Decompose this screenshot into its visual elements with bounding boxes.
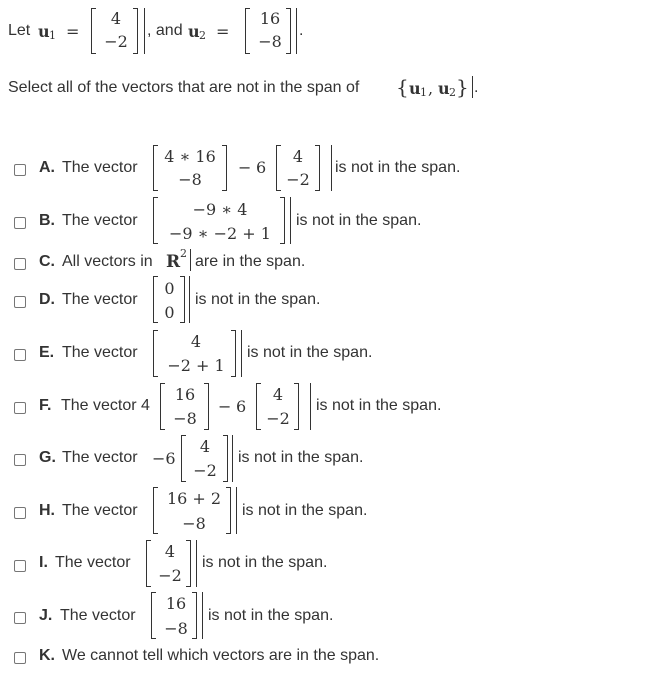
vector-bottom-entry: −2 + 1 [167,356,225,375]
vector-top-entry: 4 [190,332,202,351]
u2-symbol: u [188,22,200,41]
set-comma: , [428,79,434,98]
right-bracket [133,8,138,54]
right-bracket [186,540,191,587]
right-bracket [192,592,197,639]
right-bracket [315,145,320,191]
checkbox-option-c[interactable] [14,258,26,270]
let-label: Let [8,22,31,39]
option-letter: J. [39,607,53,624]
right-bracket [280,197,285,244]
vector-bottom-entry: −9 ∗ −2 + 1 [169,224,271,243]
period: . [474,79,479,96]
option-suffix: is not in the span. [296,212,422,229]
text-cursor [202,592,203,639]
text-cursor [236,487,237,534]
checkbox-option-h[interactable] [14,507,26,519]
vector-top-entry: 4 [272,385,284,404]
option-text: We cannot tell which vectors are in the span. [62,647,380,664]
vector-bottom-entry: −2 [104,32,128,51]
vector-top-entry: 4 [199,437,211,456]
u2-subscript: 2 [199,29,206,42]
scalar-coefficient: 6 [256,158,267,177]
text-cursor [144,8,145,54]
superscript: 2 [180,247,187,260]
vector-bottom-entry: −8 [258,32,282,51]
text-cursor [196,540,197,587]
checkbox-option-e[interactable] [14,349,26,361]
vector-bottom-entry: −2 [266,409,290,428]
vector-bottom-entry: −2 [286,170,310,189]
option-text: The vector 4 [61,397,150,414]
right-bracket [294,383,299,430]
scalar-coefficient: 6 [236,397,247,416]
option-text: The vector [60,607,136,624]
option-letter: K. [39,647,55,664]
equals-sign: = [216,22,230,41]
vector-bottom-entry: −8 [182,514,206,533]
text-cursor [232,435,233,482]
option-suffix: are in the span. [195,253,306,270]
right-bracket [286,8,291,54]
right-bracket [226,487,231,534]
checkbox-option-d[interactable] [14,296,26,308]
equals-sign: = [66,22,80,41]
option-suffix: is not in the span. [208,607,334,624]
vector-top-entry: 0 [164,279,175,298]
set-u1: u [409,79,421,98]
checkbox-option-j[interactable] [14,612,26,624]
right-bracket [222,145,227,191]
set-sub1: 1 [420,86,427,99]
text-cursor [331,145,332,191]
option-letter: E. [39,344,55,361]
set-close-brace: } [456,75,469,99]
vector-bottom-entry: 0 [164,303,175,322]
text-cursor [310,383,311,430]
u1-subscript: 1 [49,29,56,42]
and-label: , and [147,22,183,39]
checkbox-option-b[interactable] [14,217,26,229]
option-letter: G. [39,449,56,466]
vector-bottom-entry: −8 [178,170,202,189]
real-numbers-symbol: R [166,252,181,272]
right-bracket [223,435,228,482]
right-bracket [231,330,236,377]
checkbox-option-g[interactable] [14,454,26,466]
option-text: The vector [62,502,138,519]
checkbox-option-a[interactable] [14,164,26,176]
option-text: All vectors in [62,253,153,270]
text-cursor [472,76,473,98]
vector-top-entry: 4 ∗ 16 [164,147,216,166]
vector-top-entry: 4 [292,147,304,166]
right-bracket [180,276,185,323]
option-suffix: is not in the span. [247,344,373,361]
text-cursor [296,8,297,54]
vector-top-entry: 16 [165,594,187,613]
vector-bottom-entry: −8 [164,619,188,638]
option-suffix: is not in the span. [335,159,461,176]
set-u2: u [438,79,450,98]
option-letter: D. [39,291,55,308]
option-text: The vector [62,449,138,466]
vector-top-entry: 16 [259,9,281,28]
option-text: The vector [62,212,138,229]
option-letter: H. [39,502,55,519]
vector-top-entry: 4 [110,9,122,28]
checkbox-option-f[interactable] [14,402,26,414]
option-suffix: is not in the span. [316,397,442,414]
text-cursor [189,276,190,323]
checkbox-option-i[interactable] [14,560,26,572]
option-suffix: is not in the span. [238,449,364,466]
option-letter: B. [39,212,55,229]
text-cursor [190,249,191,271]
vector-top-entry: 4 [164,542,176,561]
option-suffix: is not in the span. [195,291,321,308]
option-text: The vector [62,344,138,361]
vector-top-entry: −9 ∗ 4 [192,200,248,219]
option-letter: I. [39,554,48,571]
vector-bottom-entry: −8 [173,409,197,428]
left-bracket [91,8,96,54]
vector-top-entry: 16 [174,385,196,404]
option-suffix: is not in the span. [242,502,368,519]
checkbox-option-k[interactable] [14,652,26,664]
minus-sign: − [238,158,252,177]
right-bracket [204,383,209,430]
vector-bottom-entry: −2 [193,461,217,480]
u1-symbol: u [38,22,50,41]
text-cursor [241,330,242,377]
option-letter: F. [39,397,52,414]
set-sub2: 2 [449,86,456,99]
option-letter: A. [39,159,55,176]
option-text: The vector [62,291,138,308]
period: . [299,22,304,39]
option-text: The vector [55,554,131,571]
option-suffix: is not in the span. [202,554,328,571]
prompt-text: Select all of the vectors that are not in the span of [8,79,360,96]
vector-top-entry: 16 + 2 [166,489,222,508]
option-text: The vector [62,159,138,176]
vector-bottom-entry: −2 [158,566,182,585]
scalar-coefficient: −6 [152,449,176,468]
minus-sign: − [218,397,232,416]
set-open-brace: { [396,75,409,99]
text-cursor [290,197,291,244]
option-letter: C. [39,253,55,270]
